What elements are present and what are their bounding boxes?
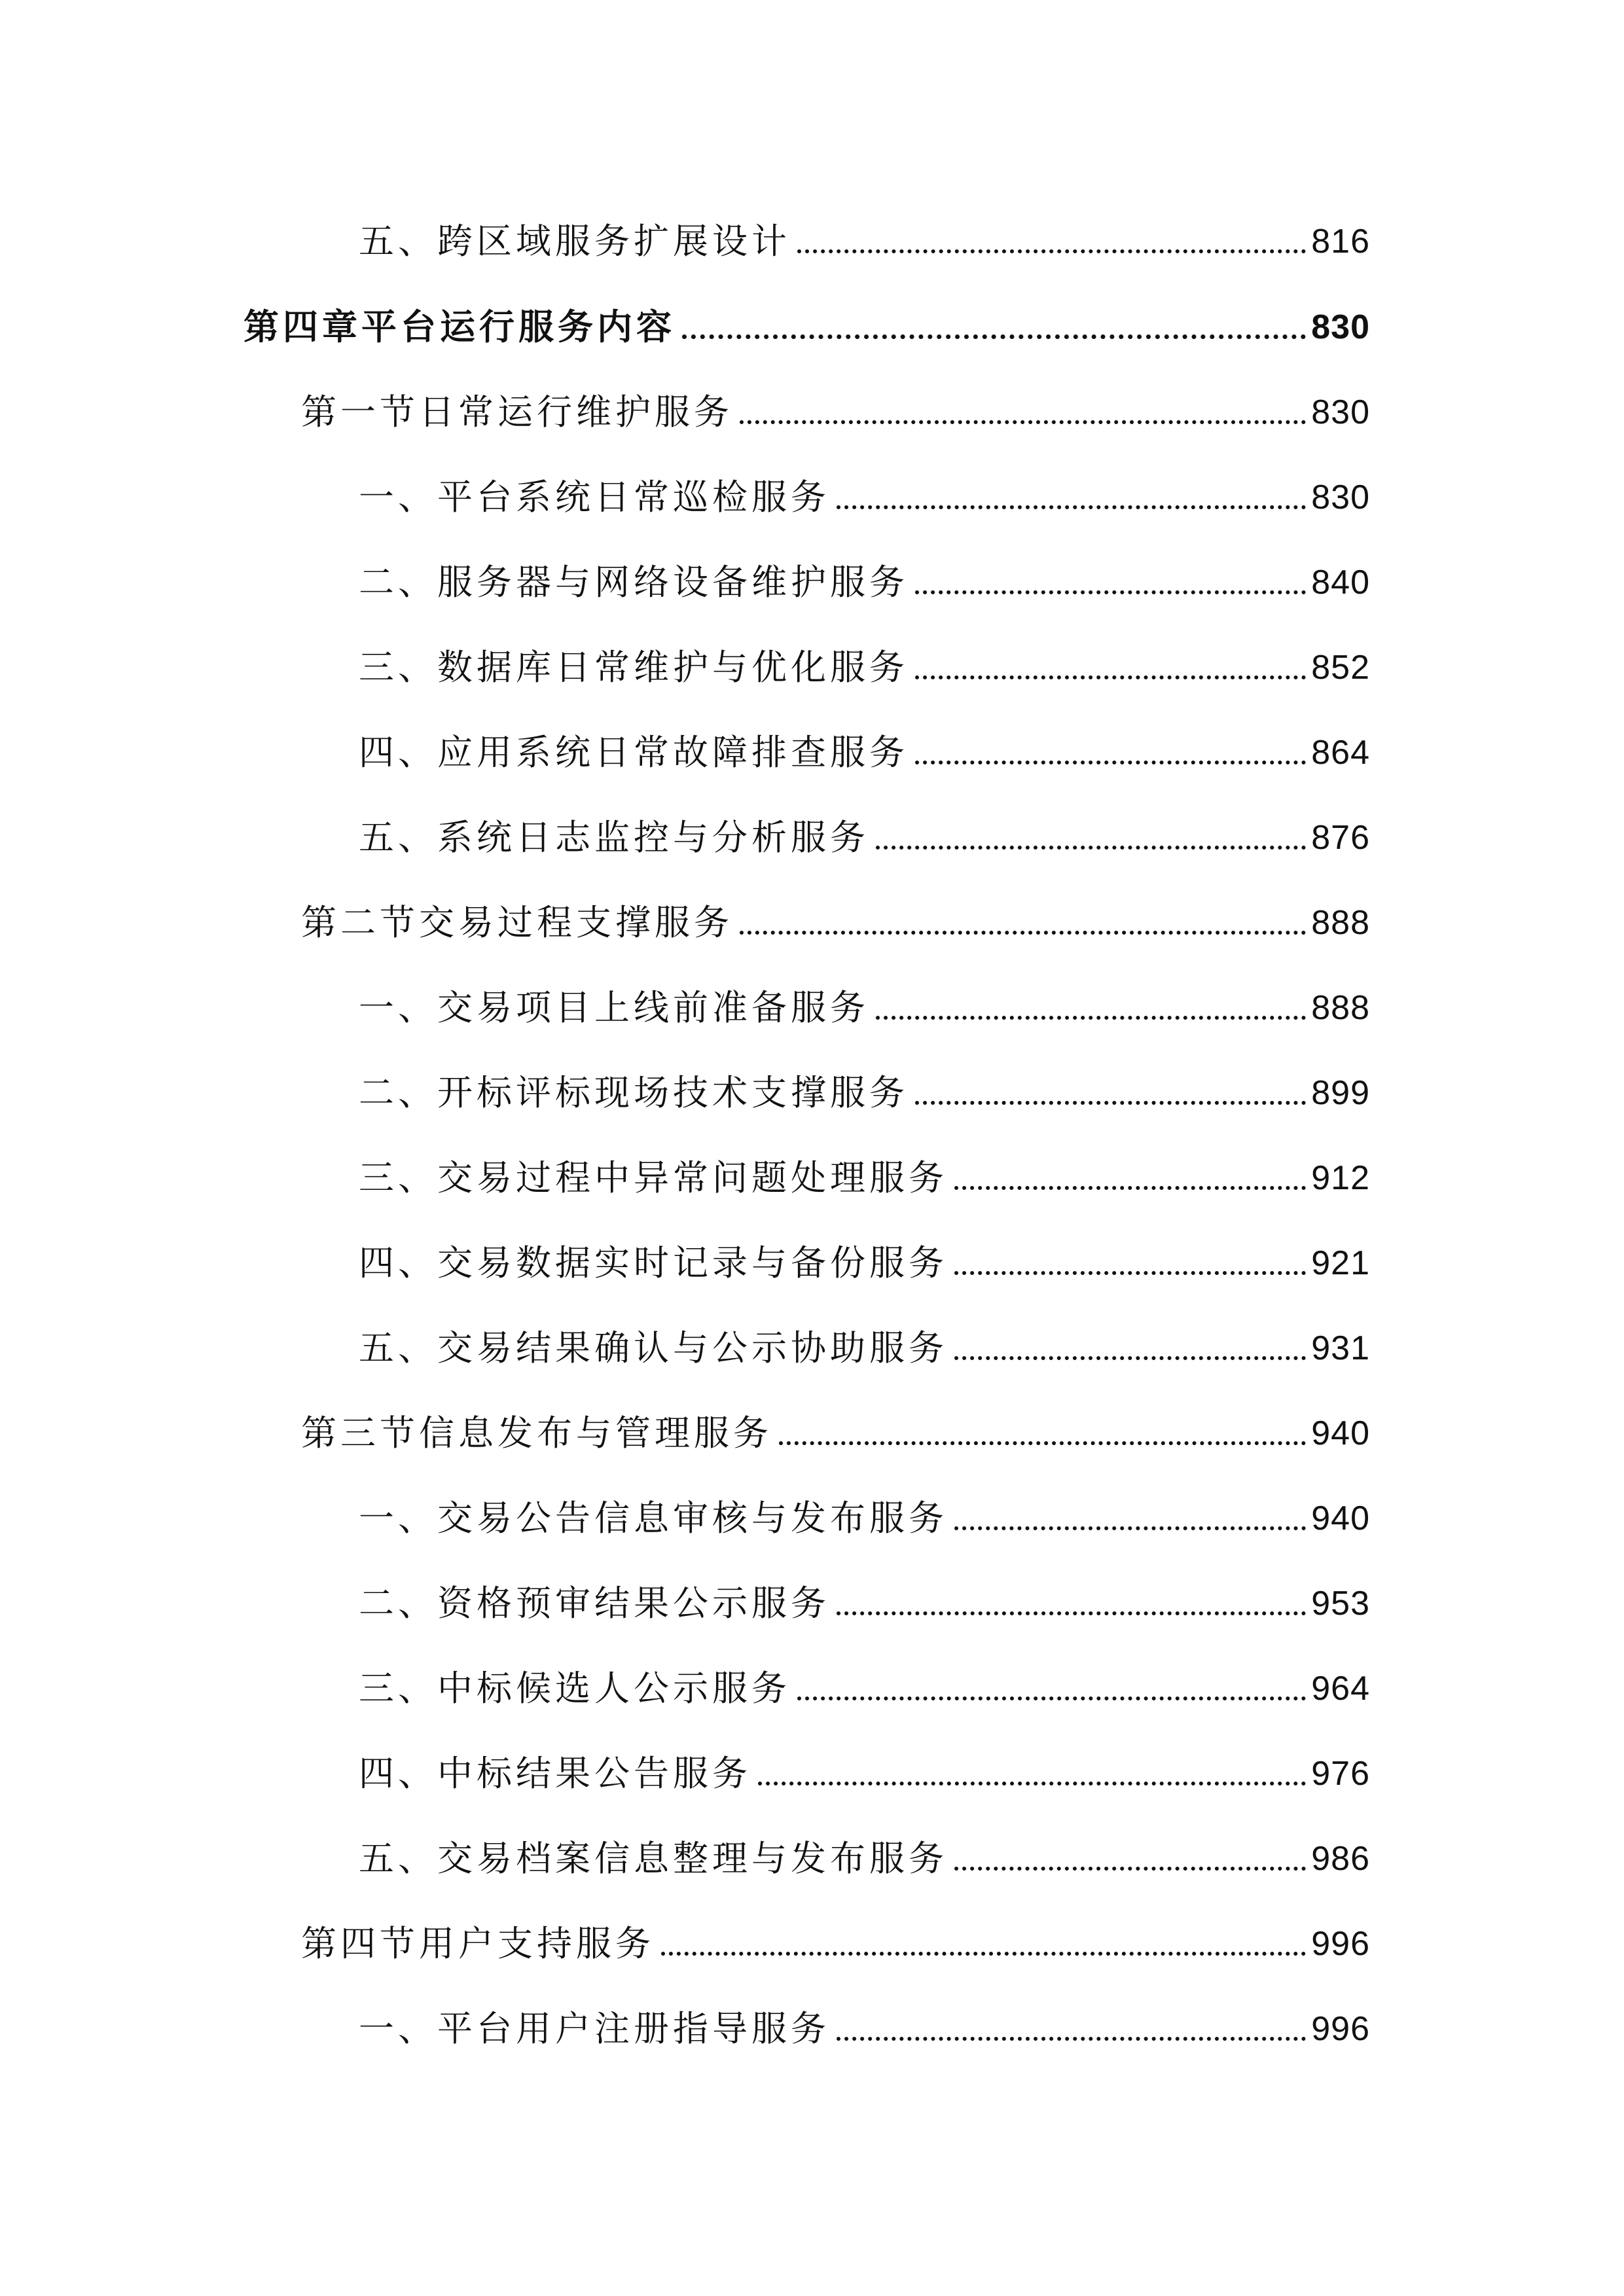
dot-leader — [740, 931, 1306, 935]
toc-entry-title: 五、跨区域服务扩展设计 — [359, 221, 791, 262]
dot-leader — [740, 420, 1306, 424]
toc-section-entry[interactable] — [301, 892, 1370, 944]
toc-entry[interactable] — [359, 1573, 1370, 1625]
toc-entry-title: 五、交易结果确认与公示协助服务 — [359, 1327, 948, 1369]
toc-entry-title: 三、数据库日常维护与优化服务 — [359, 647, 909, 688]
toc-entry-page: 921 — [1311, 1244, 1370, 1282]
toc-entry-title: 五、系统日志监控与分析服务 — [359, 817, 869, 858]
dot-leader — [797, 249, 1306, 253]
toc-entry-page: 940 — [1311, 1414, 1370, 1452]
dot-leader — [661, 1952, 1306, 1956]
dot-leader — [876, 846, 1306, 850]
toc-entry-page: 953 — [1311, 1585, 1370, 1623]
toc-entry[interactable] — [359, 1147, 1370, 1200]
toc-section-entry[interactable] — [301, 1913, 1370, 1965]
toc-entry[interactable] — [359, 1232, 1370, 1285]
dot-leader — [876, 1016, 1306, 1020]
dot-leader — [954, 1356, 1306, 1360]
toc-entry[interactable] — [359, 211, 1370, 263]
toc-entry-page: 899 — [1311, 1074, 1370, 1112]
toc-entry-page: 830 — [1311, 308, 1370, 346]
dot-leader — [779, 1441, 1306, 1445]
toc-entry-title: 一、交易公告信息审核与发布服务 — [359, 1498, 948, 1539]
toc-entry[interactable] — [359, 552, 1370, 604]
toc-entry[interactable] — [359, 1998, 1370, 2051]
toc-entry-title: 一、交易项目上线前准备服务 — [359, 987, 869, 1028]
toc-entry-page: 864 — [1311, 734, 1370, 772]
toc-entry-page: 852 — [1311, 649, 1370, 687]
toc-entry-title: 四、应用系统日常故障排查服务 — [359, 732, 909, 773]
toc-entry[interactable] — [359, 467, 1370, 519]
dot-leader — [797, 1696, 1306, 1700]
toc-entry-title: 第一节日常运行维护服务 — [301, 391, 733, 433]
toc-entry-page: 964 — [1311, 1670, 1370, 1708]
dot-leader — [915, 675, 1306, 679]
toc-entry[interactable] — [359, 1062, 1370, 1115]
toc-section-entry[interactable] — [301, 1403, 1370, 1455]
toc-entry-page: 840 — [1311, 564, 1370, 601]
toc-entry-page: 876 — [1311, 819, 1370, 857]
toc-entry[interactable] — [359, 1488, 1370, 1540]
dot-leader — [837, 2037, 1306, 2041]
toc-entry[interactable] — [359, 1318, 1370, 1370]
toc-entry-page: 976 — [1311, 1755, 1370, 1793]
toc-entry-title: 一、平台系统日常巡检服务 — [359, 476, 830, 518]
toc-entry[interactable] — [359, 1743, 1370, 1795]
toc-entry-title: 二、开标评标现场技术支撑服务 — [359, 1072, 909, 1113]
toc-entry-title: 四、交易数据实时记录与备份服务 — [359, 1242, 948, 1283]
toc-entry[interactable] — [359, 1658, 1370, 1710]
dot-leader — [915, 590, 1306, 594]
toc-entry-page: 940 — [1311, 1499, 1370, 1537]
toc-entry-page: 996 — [1311, 1925, 1370, 1963]
toc-entry-page: 888 — [1311, 989, 1370, 1027]
toc-entry[interactable] — [359, 977, 1370, 1030]
toc-entry-title: 第四章平台运行服务内容 — [244, 306, 676, 348]
dot-leader — [758, 1782, 1306, 1785]
toc-entry-title: 三、交易过程中异常问题处理服务 — [359, 1157, 948, 1198]
dot-leader — [954, 1271, 1306, 1275]
toc-entry[interactable] — [359, 722, 1370, 774]
dot-leader — [915, 1101, 1306, 1105]
toc-entry-title: 一、平台用户注册指导服务 — [359, 2008, 830, 2049]
toc-entry-page: 830 — [1311, 393, 1370, 431]
toc-entry-page: 888 — [1311, 904, 1370, 942]
toc-entry[interactable] — [359, 1828, 1370, 1880]
toc-entry-page: 996 — [1311, 2010, 1370, 2048]
toc-entry-title: 第二节交易过程支撑服务 — [301, 902, 733, 943]
dot-leader — [837, 1611, 1306, 1615]
toc-entry-title: 五、交易档案信息整理与发布服务 — [359, 1838, 948, 1879]
toc-entry-page: 816 — [1311, 223, 1370, 260]
toc-entry[interactable] — [359, 637, 1370, 689]
dot-leader — [837, 505, 1306, 509]
dot-leader — [682, 334, 1306, 339]
dot-leader — [915, 761, 1306, 764]
toc-entry-page: 830 — [1311, 478, 1370, 516]
toc-entry-page: 912 — [1311, 1159, 1370, 1197]
toc-entry-title: 四、中标结果公告服务 — [359, 1753, 751, 1794]
toc-entry-title: 二、服务器与网络设备维护服务 — [359, 562, 909, 603]
toc-entry[interactable] — [359, 807, 1370, 859]
toc-section-entry[interactable] — [301, 382, 1370, 434]
dot-leader — [954, 1186, 1306, 1190]
toc-chapter-entry[interactable] — [244, 296, 1370, 349]
toc-entry-page: 931 — [1311, 1329, 1370, 1367]
toc-entry-title: 第四节用户支持服务 — [301, 1923, 655, 1964]
toc-entry-title: 第三节信息发布与管理服务 — [301, 1412, 772, 1454]
toc-entry-title: 二、资格预审结果公示服务 — [359, 1583, 830, 1624]
dot-leader — [954, 1867, 1306, 1871]
toc-entry-title: 三、中标候选人公示服务 — [359, 1668, 791, 1709]
dot-leader — [954, 1526, 1306, 1530]
toc-entry-page: 986 — [1311, 1840, 1370, 1878]
